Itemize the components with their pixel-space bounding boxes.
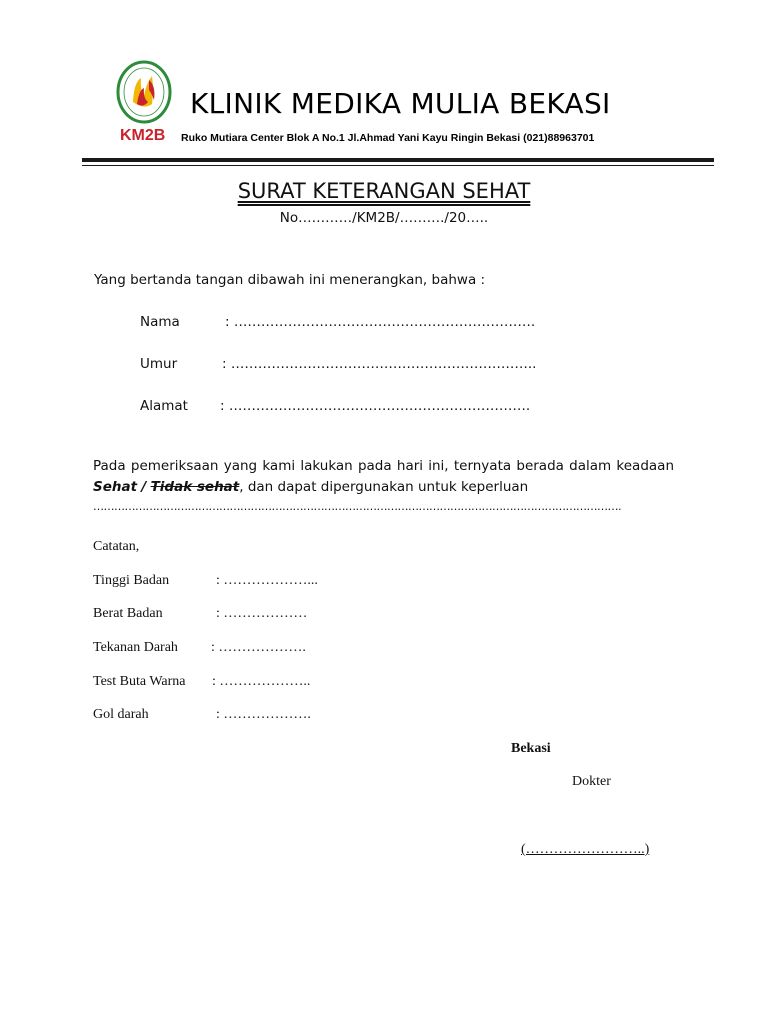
clinic-address: Ruko Mutiara Center Blok A No.1 Jl.Ahmad Yani Kayu Ringin Bekasi (021)88963701 bbox=[181, 132, 595, 144]
signature-role: Dokter bbox=[572, 774, 611, 789]
option-healthy: Sehat bbox=[93, 479, 138, 495]
note-value-tekanan-darah: : ………………. bbox=[211, 640, 306, 655]
document-title: SURAT KETERANGAN SEHAT bbox=[237, 179, 531, 203]
signature-name-placeholder: (……………………..) bbox=[521, 842, 650, 857]
statement-prefix: Pada pemeriksaan yang kami lakukan pada hari ini, ternyata berada dalam keadaan bbox=[93, 458, 674, 474]
letterhead-divider-thin bbox=[82, 165, 714, 166]
statement-suffix: , dan dapat dipergunakan untuk keperluan bbox=[239, 479, 529, 495]
note-label-gol-darah: Gol darah bbox=[93, 707, 149, 722]
note-label-berat-badan: Berat Badan bbox=[93, 606, 163, 621]
field-value-nama: : …………………………………………………………. bbox=[225, 314, 536, 330]
purpose-dots: ……………………………………………………………………………………………………………………………………. bbox=[93, 500, 621, 513]
statement-paragraph bbox=[93, 456, 674, 498]
letterhead-divider bbox=[82, 158, 714, 162]
field-label-umur: Umur bbox=[140, 356, 178, 372]
note-label-test-buta-warna: Test Buta Warna bbox=[93, 674, 186, 689]
field-value-umur: : ………………………………………………………….. bbox=[222, 356, 537, 372]
field-label-nama: Nama bbox=[140, 314, 180, 330]
option-separator: / bbox=[141, 479, 147, 495]
note-value-tinggi-badan: : ………………... bbox=[216, 573, 318, 588]
note-label-tekanan-darah: Tekanan Darah bbox=[93, 640, 178, 655]
document-number: No…………/KM2B/………./20….. bbox=[279, 210, 489, 226]
note-value-berat-badan: : ……………… bbox=[216, 606, 308, 621]
note-label-tinggi-badan: Tinggi Badan bbox=[93, 573, 170, 588]
clinic-abbreviation: KM2B bbox=[120, 127, 166, 144]
note-value-gol-darah: : ………………. bbox=[216, 707, 311, 722]
signature-city: Bekasi bbox=[511, 741, 551, 756]
option-unhealthy: Tidak sehat bbox=[150, 479, 240, 495]
field-label-alamat: Alamat bbox=[140, 398, 188, 414]
intro-text: Yang bertanda tangan dibawah ini menerangkan, bahwa : bbox=[94, 272, 486, 288]
clinic-name: KLINIK MEDIKA MULIA BEKASI bbox=[190, 87, 611, 120]
clinic-logo-icon bbox=[116, 60, 172, 128]
field-value-alamat: : …………………………………………………………. bbox=[220, 398, 531, 414]
note-value-test-buta-warna: : ……………….. bbox=[212, 674, 311, 689]
notes-heading: Catatan, bbox=[93, 539, 140, 554]
